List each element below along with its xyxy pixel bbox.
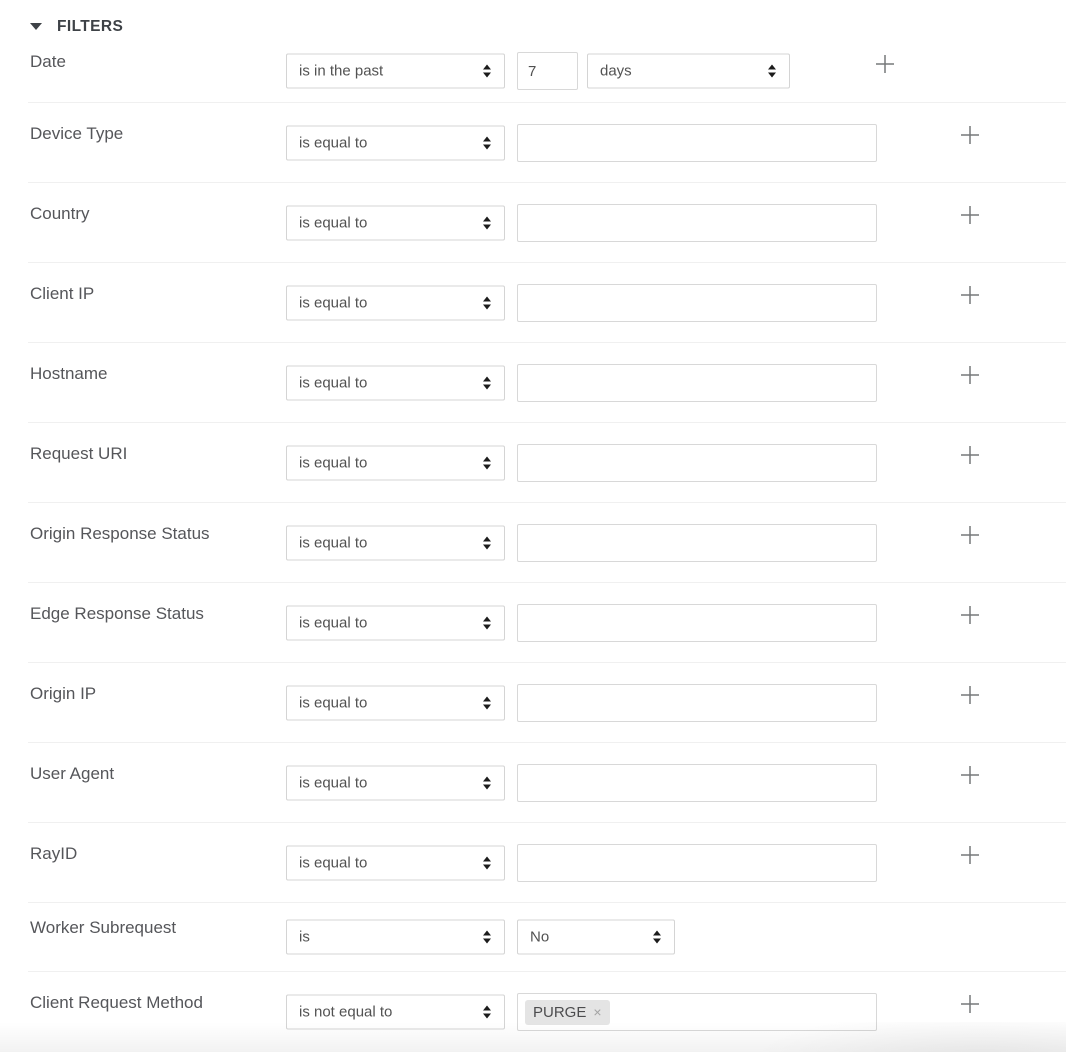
filter-row-device-type: [28, 103, 1066, 183]
value-input[interactable]: [517, 364, 877, 402]
operator-select[interactable]: [286, 685, 505, 720]
select-value: is equal to: [299, 374, 368, 391]
add-filter-icon[interactable]: [875, 54, 895, 74]
select-stepper-icon: [768, 65, 776, 78]
select-stepper-icon: [483, 931, 491, 944]
add-filter-icon[interactable]: [960, 445, 980, 465]
filter-label: Origin IP: [30, 683, 97, 703]
filter-label: Worker Subrequest: [30, 918, 177, 937]
filter-row-user-agent: [28, 743, 1066, 823]
filter-label: User Agent: [30, 763, 115, 783]
value-select[interactable]: [517, 920, 675, 955]
filter-label: Country: [30, 203, 90, 223]
add-filter-icon[interactable]: [960, 125, 980, 145]
value-input[interactable]: [517, 684, 877, 722]
filter-label: RayID: [30, 843, 78, 863]
operator-select[interactable]: [286, 845, 505, 880]
select-value: is equal to: [299, 294, 368, 311]
select-stepper-icon: [483, 616, 491, 629]
select-stepper-icon: [483, 536, 491, 549]
select-stepper-icon: [483, 856, 491, 869]
value-input[interactable]: [517, 844, 877, 882]
select-stepper-icon: [483, 216, 491, 229]
select-value: is equal to: [299, 774, 368, 791]
operator-select[interactable]: [286, 365, 505, 400]
value-input[interactable]: [517, 524, 877, 562]
select-value: is equal to: [299, 614, 368, 631]
filter-row-client-request-method: [28, 972, 1066, 1052]
operator-select[interactable]: [286, 525, 505, 560]
value-input[interactable]: [517, 604, 877, 642]
filter-row-edge-response-status: [28, 583, 1066, 663]
select-value: is equal to: [299, 214, 368, 231]
filter-row-rayid: [28, 823, 1066, 903]
value-input[interactable]: [517, 764, 877, 802]
add-filter-icon[interactable]: [960, 994, 980, 1014]
select-stepper-icon: [483, 696, 491, 709]
add-filter-icon[interactable]: [960, 605, 980, 625]
operator-select[interactable]: [286, 125, 505, 160]
date-value-input[interactable]: [517, 52, 578, 90]
filter-row-origin-response-status: [28, 503, 1066, 583]
select-stepper-icon: [483, 136, 491, 149]
date-operator-select[interactable]: [286, 54, 505, 89]
filters-header[interactable]: [30, 0, 1066, 40]
filter-label: Origin Response Status: [30, 523, 210, 543]
add-filter-icon[interactable]: [960, 285, 980, 305]
select-stepper-icon: [483, 456, 491, 469]
select-stepper-icon: [653, 931, 661, 944]
filter-row-hostname: [28, 343, 1066, 423]
select-value: is: [299, 928, 310, 946]
select-stepper-icon: [483, 776, 491, 789]
select-value: is in the past: [299, 62, 384, 80]
filter-row-date: [28, 40, 1066, 103]
select-value: is equal to: [299, 534, 368, 551]
select-value: is equal to: [299, 454, 368, 471]
select-value: is equal to: [299, 694, 368, 711]
operator-select[interactable]: [286, 205, 505, 240]
select-stepper-icon: [483, 65, 491, 78]
select-value: is not equal to: [299, 1003, 393, 1021]
operator-select[interactable]: [286, 995, 505, 1030]
date-unit-select[interactable]: [587, 54, 790, 89]
operator-select[interactable]: [286, 285, 505, 320]
filter-label: Hostname: [30, 363, 108, 383]
value-input[interactable]: [517, 124, 877, 162]
collapse-triangle-icon: [30, 23, 42, 30]
add-filter-icon[interactable]: [960, 205, 980, 225]
add-filter-icon[interactable]: [960, 685, 980, 705]
add-filter-icon[interactable]: [960, 365, 980, 385]
chip-remove-icon[interactable]: ×: [593, 1004, 602, 1020]
select-stepper-icon: [483, 296, 491, 309]
operator-select[interactable]: [286, 765, 505, 800]
value-input[interactable]: [517, 444, 877, 482]
filter-label: Device Type: [30, 123, 124, 143]
filter-label: Client Request Method: [30, 993, 203, 1012]
value-input[interactable]: [517, 284, 877, 322]
select-value: is equal to: [299, 854, 368, 871]
filter-label: Request URI: [30, 443, 128, 463]
filter-row-request-uri: [28, 423, 1066, 503]
filter-row-client-ip: [28, 263, 1066, 343]
operator-select[interactable]: [286, 605, 505, 640]
operator-select[interactable]: [286, 920, 505, 955]
filters-title: FILTERS: [57, 17, 124, 35]
add-filter-icon[interactable]: [960, 525, 980, 545]
filter-label: Client IP: [30, 283, 95, 303]
filter-row-origin-ip: [28, 663, 1066, 743]
value-tag-input[interactable]: [517, 993, 877, 1031]
filter-label: Date: [30, 52, 66, 71]
add-filter-icon[interactable]: [960, 845, 980, 865]
operator-select[interactable]: [286, 445, 505, 480]
select-value: No: [530, 928, 550, 946]
select-value: is equal to: [299, 134, 368, 151]
filter-row-worker-subrequest: [28, 903, 1066, 972]
select-value: days: [600, 62, 632, 80]
filter-label: Edge Response Status: [30, 603, 204, 623]
chip-label: PURGE: [533, 1003, 587, 1021]
value-chip: [525, 1000, 610, 1025]
add-filter-icon[interactable]: [960, 765, 980, 785]
filter-row-country: [28, 183, 1066, 263]
select-stepper-icon: [483, 1006, 491, 1019]
select-stepper-icon: [483, 376, 491, 389]
value-input[interactable]: [517, 204, 877, 242]
